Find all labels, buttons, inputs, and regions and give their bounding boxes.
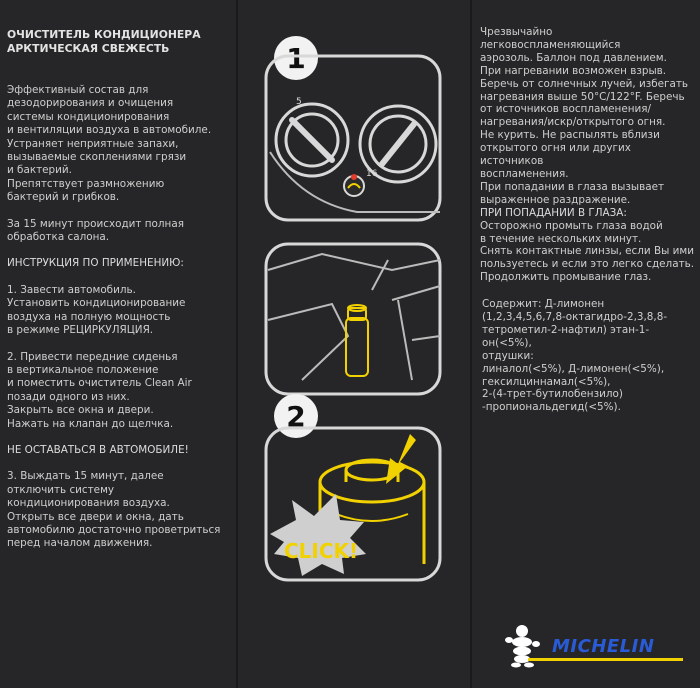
brand-name: MICHELIN xyxy=(552,636,655,657)
instruction-step-3: 3. Выждать 15 минут, далее отключить систему кондиционирования воздуха. Открыть все двери и окна, дать автомобилю достаточно проветриться перед началом движения. xyxy=(7,470,221,550)
product-description: Эффективный состав для дезодорирования и очищения системы кондиционирования и вентиляции воздуха в автомобиле. Устраняет неприятные запахи, вызываемые скоплениями грязи и бактерий. Препятствует размножению бактерий и грибков. xyxy=(7,84,212,204)
seat-and-can-illustration xyxy=(262,240,444,398)
instructions-heading: ИНСТРУКЦИЯ ПО ПРИМЕНЕНИЮ: xyxy=(7,257,184,270)
ingredients-list: Содержит: Д-лимонен (1,2,3,4,5,6,7,8-октагидро-2,3,8,8- тетрометил-2-нафтил) этан-1-он(<5%), отдушки: линалол(<5%), Д-лимонен(<5%), гексилциннамал(<5%), 2-(4-трет-бутилобензило) -пропиональдегид(<5%). xyxy=(482,298,668,414)
left-dial-label: 5 xyxy=(296,97,302,107)
product-title: ОЧИСТИТЕЛЬ КОНДИЦИОНЕРА АРКТИЧЕСКАЯ СВЕЖЕСТЬ xyxy=(7,28,201,55)
brand-underline xyxy=(528,658,683,661)
click-burst-icon xyxy=(270,494,366,576)
instructions-column xyxy=(7,28,232,564)
column-divider-right xyxy=(470,0,472,688)
press-arrow-icon xyxy=(386,434,416,484)
treatment-duration: За 15 минут происходит полная обработка салона. xyxy=(7,217,184,244)
valve-click-illustration xyxy=(262,424,444,584)
safety-warnings: Чрезвычайно легковоспламеняющийся аэрозоль. Баллон под давлением. При нагревании возможен взрыв. Беречь от солнечных лучей, избегать нагревания выше 50°C/122°F. Беречь от источников воспламенения/ нагревания/искр/открытого огня. Не курить. Не распылять вблизи открытого огня или других источников воспламенения. При попадании в глаза вызывает выраженное раздражение. xyxy=(480,26,689,206)
spray-can-icon xyxy=(346,305,368,376)
michelin-logo xyxy=(500,622,690,668)
dashboard-dials-illustration xyxy=(262,52,444,224)
recirculation-button-icon xyxy=(344,174,364,196)
eye-contact-instructions: Осторожно промыть глаза водой в течение нескольких минут. Снять контактные линзы, если Вы ими пользуетесь и если это легко сделать. Продолжить промывание глаз. xyxy=(480,219,695,284)
safety-column xyxy=(480,26,696,414)
instruction-step-1: 1. Завести автомобиль. Установить кондиционирование воздуха на полную мощность в режиме РЕЦИРКУЛЯЦИЯ. xyxy=(7,283,186,337)
instruction-step-2: 2. Привести передние сиденья в вертикальное положение и поместить очиститель Clean Air позади одного из них. Закрыть все окна и двери. Нажать на клапан до щелчка. xyxy=(7,350,192,430)
right-dial-label: 16 xyxy=(366,169,378,179)
step-2-number: 2 xyxy=(286,399,306,433)
warning-text: НЕ ОСТАВАТЬСЯ В АВТОМОБИЛЕ! xyxy=(7,443,189,456)
eye-contact-heading: ПРИ ПОПАДАНИИ В ГЛАЗА: xyxy=(480,206,627,219)
left-fan-dial-icon xyxy=(276,104,348,176)
step-1-number: 1 xyxy=(286,41,306,75)
bibendum-icon xyxy=(500,622,546,668)
click-label: CLICK! xyxy=(284,539,359,563)
column-divider-left xyxy=(236,0,238,688)
